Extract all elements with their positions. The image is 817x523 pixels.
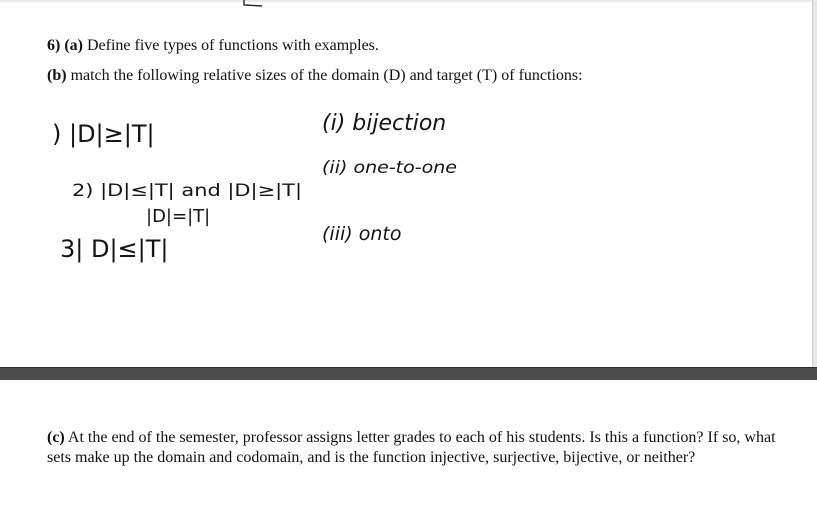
page-top-rule bbox=[0, 0, 817, 2]
part-b-text: match the following relative sizes of the domain (D) and target (T) of functions: bbox=[70, 67, 583, 84]
part-b-label: (b) bbox=[47, 67, 67, 84]
question-part-b bbox=[47, 66, 583, 86]
part-c-label: (c) bbox=[47, 429, 65, 446]
part-c-text: At the end of the semester, professor assigns letter grades to each of his students. Is this a function? If so, what sets make up the domain and codomain, and is the function injective, surjective, bijective, or neither? bbox=[47, 429, 776, 466]
page-separator bbox=[0, 367, 817, 381]
size-relation-1: ) |D|≥|T| bbox=[52, 120, 155, 148]
size-relations bbox=[52, 120, 302, 263]
handwritten-answer bbox=[0, 100, 480, 270]
question-part-a bbox=[47, 36, 379, 56]
function-types bbox=[322, 111, 457, 245]
type-one-to-one: (ii) one-to-one bbox=[322, 158, 457, 178]
size-relation-3: 3| D|≤|T| bbox=[60, 235, 169, 263]
handwritten-stroke-mark bbox=[240, 0, 270, 10]
part-a-label: (a) bbox=[64, 37, 83, 54]
size-relation-2: 2) |D|≤|T| and |D|≥|T| bbox=[72, 181, 302, 201]
part-a-text: Define five types of functions with examples. bbox=[86, 37, 379, 54]
question-number: 6) bbox=[47, 37, 61, 54]
type-bijection: (i) bijection bbox=[322, 111, 447, 136]
question-part-c bbox=[47, 428, 777, 468]
size-relation-2b: |D|=|T| bbox=[146, 206, 211, 227]
page-right-edge bbox=[812, 0, 817, 368]
type-onto: (iii) onto bbox=[322, 223, 402, 245]
